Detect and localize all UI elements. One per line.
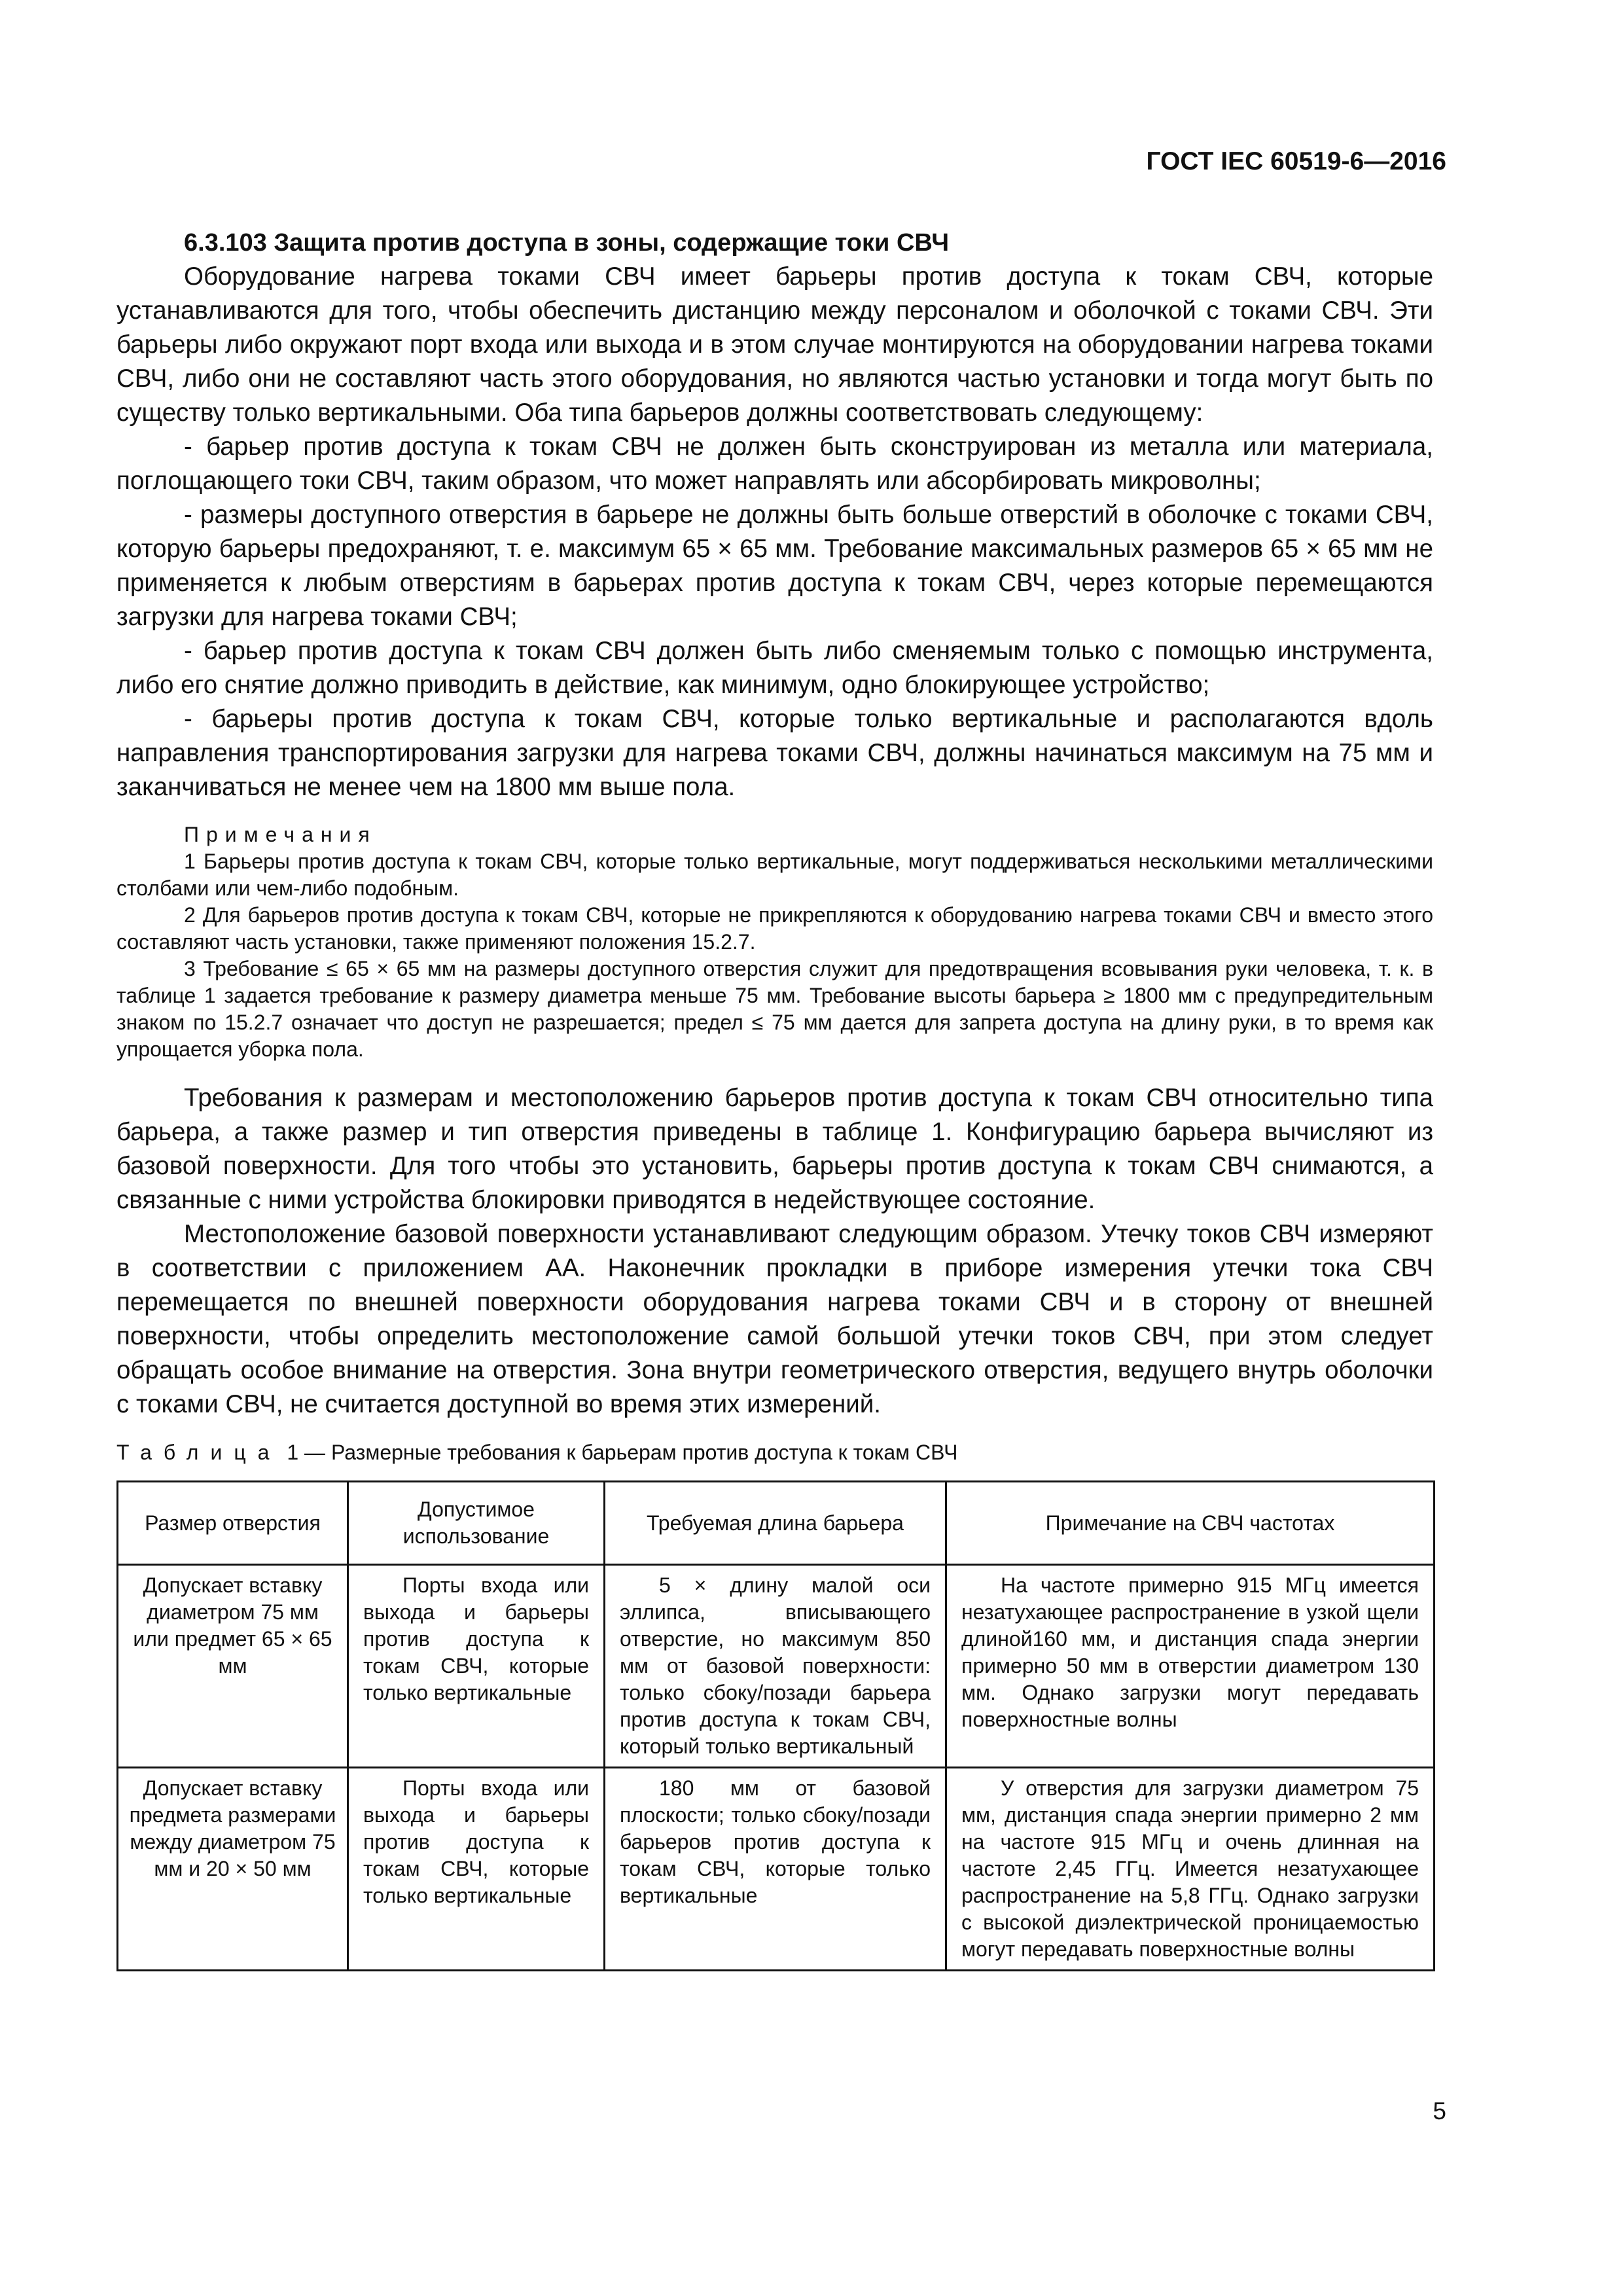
requirement-item-4: - барьеры против доступа к токам СВЧ, которые только вертикальные и располагаются вдоль направления транспортирования загрузки для нагрева токами СВЧ, должны начинаться максимум на 75 мм и заканчиваться не менее чем на 1800 мм выше пола. <box>116 705 1433 801</box>
section-intro: Оборудование нагрева токами СВЧ имеет барьеры против доступа к токам СВЧ, которые устанавливаются для того, чтобы обеспечить дистанцию между персоналом и оболочкой с токами СВЧ. Эти барьеры либо окружают порт входа или выхода и в этом случае монтируются на оборудовании нагрева токами СВЧ, либо они не составляют часть этого оборудования, но являются частью установки и тогда могут быть по существу только вертикальными. Оба типа барьеров должны соответствовать следующему: <box>116 262 1433 427</box>
table-row <box>118 1565 1435 1768</box>
note-2: 2 Для барьеров против доступа к токам СВЧ, которые не прикрепляются к оборудованию нагрева токами СВЧ и вместо этого составляют часть установки, также применяют положения 15.2.7. <box>116 903 1433 954</box>
body-paragraphs <box>116 1081 1433 1422</box>
cell-barrier-length: 180 мм от базовой плоскости; только сбоку/позади барьеров против доступа к токам СВЧ, которые только вертикальные <box>605 1768 946 1971</box>
paragraph-base-surface: Местоположение базовой поверхности устанавливают следующим образом. Утечку токов СВЧ измеряют в соответствии с приложением АА. Наконечник прокладки в приборе измерения утечки тока СВЧ перемещается по внешней поверхности оборудования нагрева токами СВЧ и в сторону от внешней поверхности, чтобы определить местоположение самой большой утечки токов СВЧ, при этом следует обращать особое внимание на отверстия. Зона внутри геометрического отверстия, ведущего внутрь оболочки с токами СВЧ, не считается доступной во время этих измерений. <box>116 1220 1433 1418</box>
table-caption <box>116 1439 1433 1466</box>
document-code: ГОСТ IEC 60519-6—2016 <box>1146 147 1446 175</box>
note-1: 1 Барьеры против доступа к токам СВЧ, которые только вертикальные, могут поддерживаться несколькими металлическими столбами или чем-либо подобным. <box>116 850 1433 900</box>
paragraph-table-reference: Требования к размерам и местоположению барьеров против доступа к токам СВЧ относительно типа барьера, а также размер и тип отверстия приведены в таблице 1. Конфигурацию барьера вычисляют из базовой поверхности. Для того чтобы это установить, барьеры против доступа к токам СВЧ снимаются, а связанные с ними устройства блокировки приводятся в недействующее состояние. <box>116 1084 1433 1214</box>
requirement-item-3: - барьер против доступа к токам СВЧ должен быть либо сменяемым только с помощью инструмента, либо его снятие должно приводить в действие, как минимум, одно блокирующее устройство; <box>116 637 1433 699</box>
requirement-item-1: - барьер против доступа к токам СВЧ не должен быть сконструирован из металла или материала, поглощающего токи СВЧ, таким образом, что может направлять или абсорбировать микроволны; <box>116 433 1433 495</box>
page-content <box>116 226 1433 1971</box>
cell-permitted-use: Порты входа или выхода и барьеры против доступа к токам СВЧ, которые только вертикальные <box>348 1768 605 1971</box>
note-3: 3 Требование ≤ 65 × 65 мм на размеры доступного отверстия служит для предотвращения всовывания руки человека, т. к. в таблице 1 задается требование к размеру диаметра меньше 75 мм. Требование высоты барьера ≥ 1800 мм с предупредительным знаком по 15.2.7 означает что доступ не разрешается; предел ≤ 75 мм дается для запрета доступа на длину руки, в то время как упрощается уборка пола. <box>116 957 1433 1061</box>
notes-title: Примечания <box>184 823 377 846</box>
header-microwave-note: Примечание на СВЧ частотах <box>946 1482 1435 1565</box>
header-barrier-length: Требуемая длина барьера <box>605 1482 946 1565</box>
section-heading: 6.3.103 Защита против доступа в зоны, содержащие токи СВЧ <box>184 229 950 257</box>
cell-barrier-length: 5 × длину малой оси эллипса, вписывающего отверстие, но максимум 850 мм от базовой поверхности: только сбоку/позади барьера против доступа к токам СВЧ, который только вертикальный <box>605 1565 946 1768</box>
page-number: 5 <box>1433 2098 1446 2125</box>
cell-opening-size: Допускает вставку предмета размерами между диаметром 75 мм и 20 × 50 мм <box>118 1768 348 1971</box>
notes-block <box>116 821 1433 1063</box>
table-caption-prefix: Таблица <box>116 1441 281 1464</box>
requirements-table <box>116 1480 1435 1971</box>
requirement-item-2: - размеры доступного отверстия в барьере не должны быть больше отверстий в оболочке с токами СВЧ, которую барьеры предохраняют, т. е. максимум 65 × 65 мм. Требование максимальных размеров 65 × 65 мм не применяется к любым отверстиям в барьерах против доступа к токам СВЧ, через которые перемещаются загрузки для нагрева токами СВЧ; <box>116 501 1433 631</box>
header-permitted-use: Допустимое использование <box>348 1482 605 1565</box>
table-header-row <box>118 1482 1435 1565</box>
cell-opening-size: Допускает вставку диаметром 75 мм или предмет 65 × 65 мм <box>118 1565 348 1768</box>
cell-microwave-note: У отверстия для загрузки диаметром 75 мм, дистанция спада энергии примерно 2 мм на частоте 915 МГц и очень длинная на частоте 2,45 ГГц. Имеется незатухающее распространение на 5,8 ГГц. Однако загрузки с высокой диэлектрической проницаемостью могут передавать поверхностные волны <box>946 1768 1435 1971</box>
table-caption-text: 1 — Размерные требования к барьерам против доступа к токам СВЧ <box>287 1441 958 1464</box>
header-opening-size: Размер отверстия <box>118 1482 348 1565</box>
cell-microwave-note: На частоте примерно 915 МГц имеется незатухающее распространение в узкой щели длиной160 мм, и дистанция спада энергии примерно 50 мм в отверстии диаметром 130 мм. Однако загрузки могут передавать поверхностные волны <box>946 1565 1435 1768</box>
table-row <box>118 1768 1435 1971</box>
cell-permitted-use: Порты входа или выхода и барьеры против доступа к токам СВЧ, которые только вертикальные <box>348 1565 605 1768</box>
